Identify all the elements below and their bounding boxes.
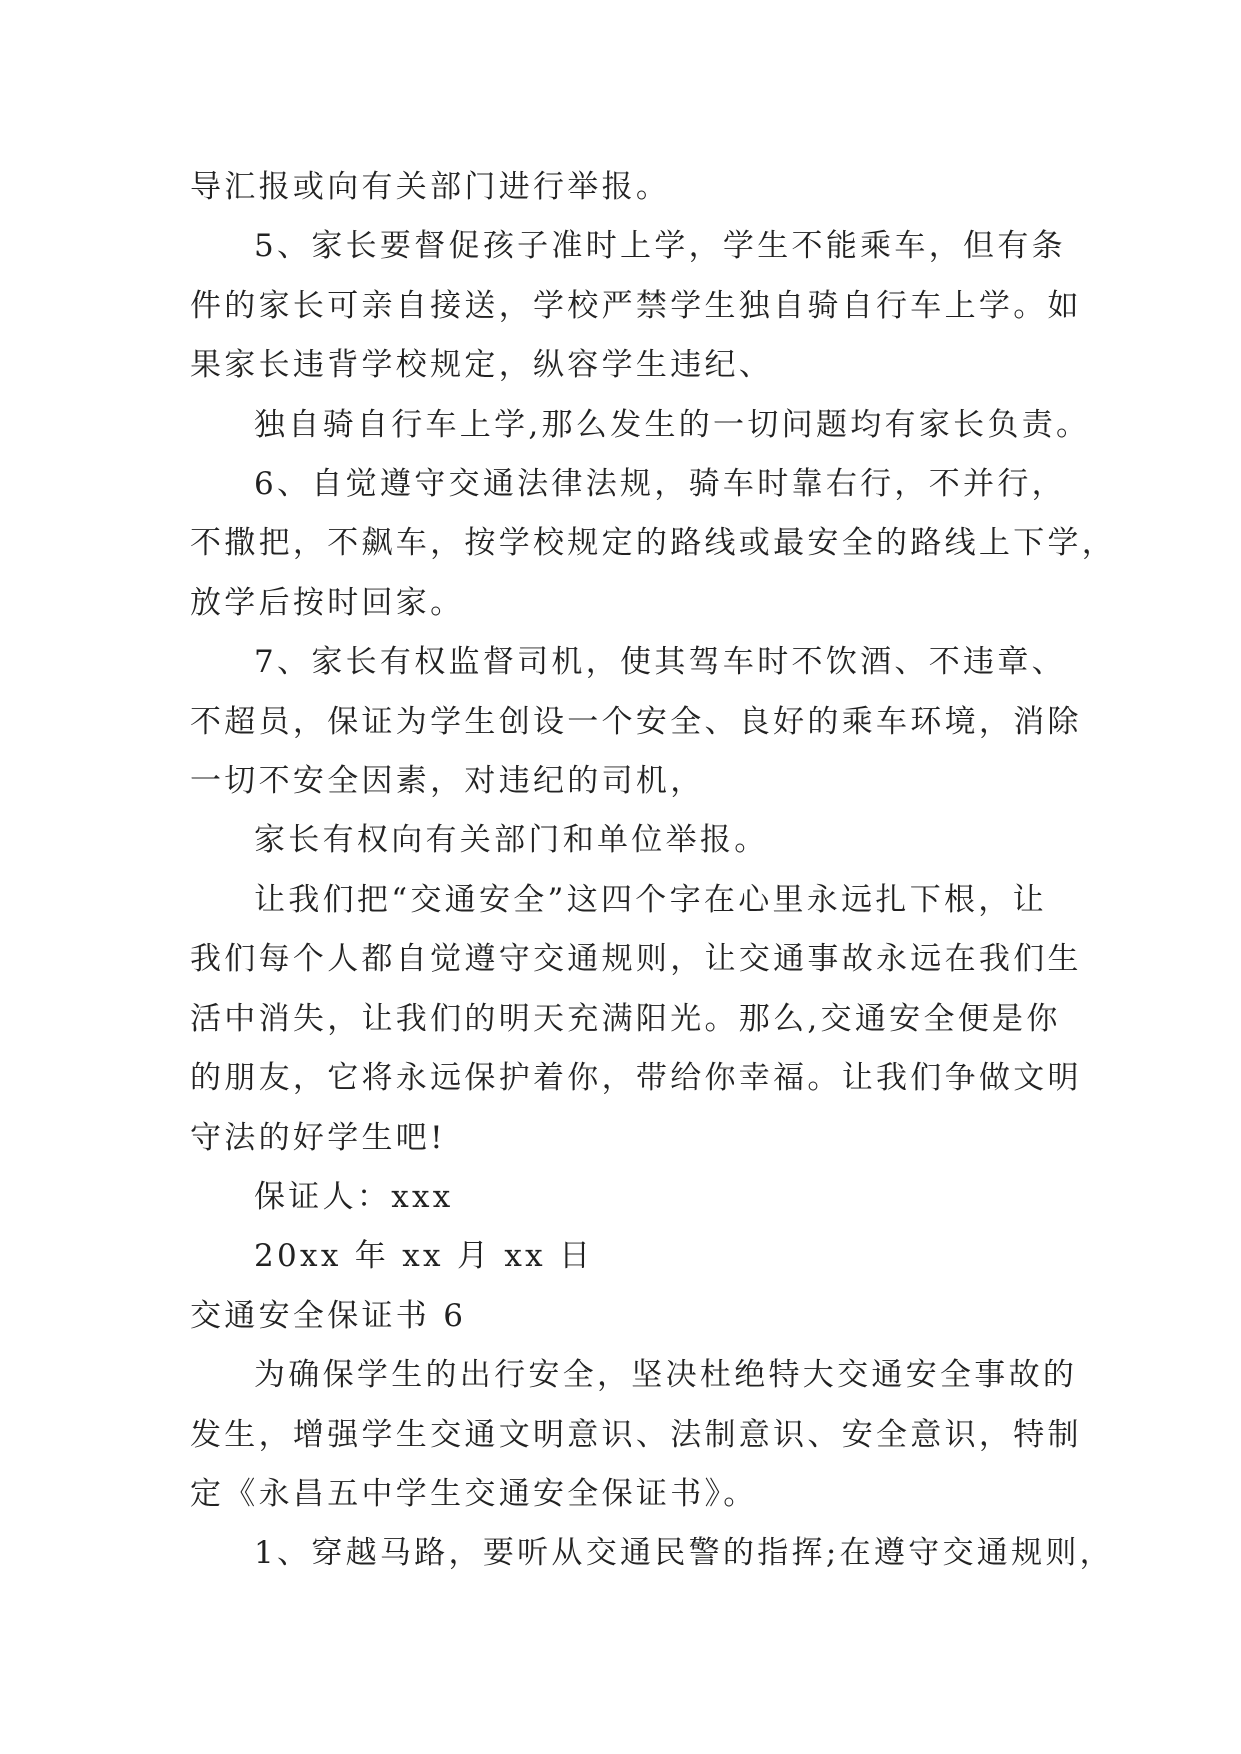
document-body — [190, 158, 1117, 1584]
date-line: 20xx 年 xx 月 xx 日 — [254, 1238, 594, 1275]
text-line: 7、家长有权监督司机，使其驾车时不饮酒、不违章、 — [254, 644, 1066, 681]
text-line: 守法的好学生吧! — [190, 1119, 446, 1156]
text-line: 6、自觉遵守交通法律法规，骑车时靠右行，不并行， — [254, 466, 1066, 503]
text-line: 果家长违背学校规定，纵容学生违纪、 — [190, 347, 774, 384]
text-line: 一切不安全因素，对违纪的司机， — [190, 763, 705, 800]
text-line: 放学后按时回家。 — [190, 584, 465, 621]
text-line: 5、家长要督促孩子准时上学，学生不能乘车，但有条 — [254, 228, 1066, 265]
text-line: 我们每个人都自觉遵守交通规则，让交通事故永远在我们生 — [190, 941, 1082, 978]
text-line: 定《永昌五中学生交通安全保证书》。 — [190, 1475, 758, 1512]
text-line: 独自骑自行车上学,那么发生的一切问题均有家长负责。 — [254, 406, 1091, 443]
section-heading: 交通安全保证书 6 — [190, 1297, 467, 1334]
text-line: 家长有权向有关部门和单位举报。 — [254, 822, 769, 859]
text-line: 不超员，保证为学生创设一个安全、良好的乘车环境，消除 — [190, 703, 1082, 740]
text-line: 的朋友，它将永远保护着你，带给你幸福。让我们争做文明 — [190, 1060, 1082, 1097]
text-line: 发生，增强学生交通文明意识、法制意识、安全意识，特制 — [190, 1416, 1082, 1453]
text-line: 不撒把，不飙车，按学校规定的路线或最安全的路线上下学， — [190, 525, 1117, 562]
text-line: 活中消失，让我们的明天充满阳光。那么,交通安全便是你 — [190, 1000, 1061, 1037]
text-line: 为确保学生的出行安全，坚决杜绝特大交通安全事故的 — [254, 1357, 1078, 1394]
text-line: 1、穿越马路，要听从交通民警的指挥;在遵守交通规则， — [254, 1535, 1114, 1572]
text-line: 让我们把“交通安全”这四个字在心里永远扎下根，让 — [254, 881, 1047, 918]
signatory-line: 保证人：xxx — [254, 1178, 454, 1215]
text-line: 导汇报或向有关部门进行举报。 — [190, 169, 671, 205]
text-line: 件的家长可亲自接送，学校严禁学生独自骑自行车上学。如 — [190, 287, 1082, 324]
